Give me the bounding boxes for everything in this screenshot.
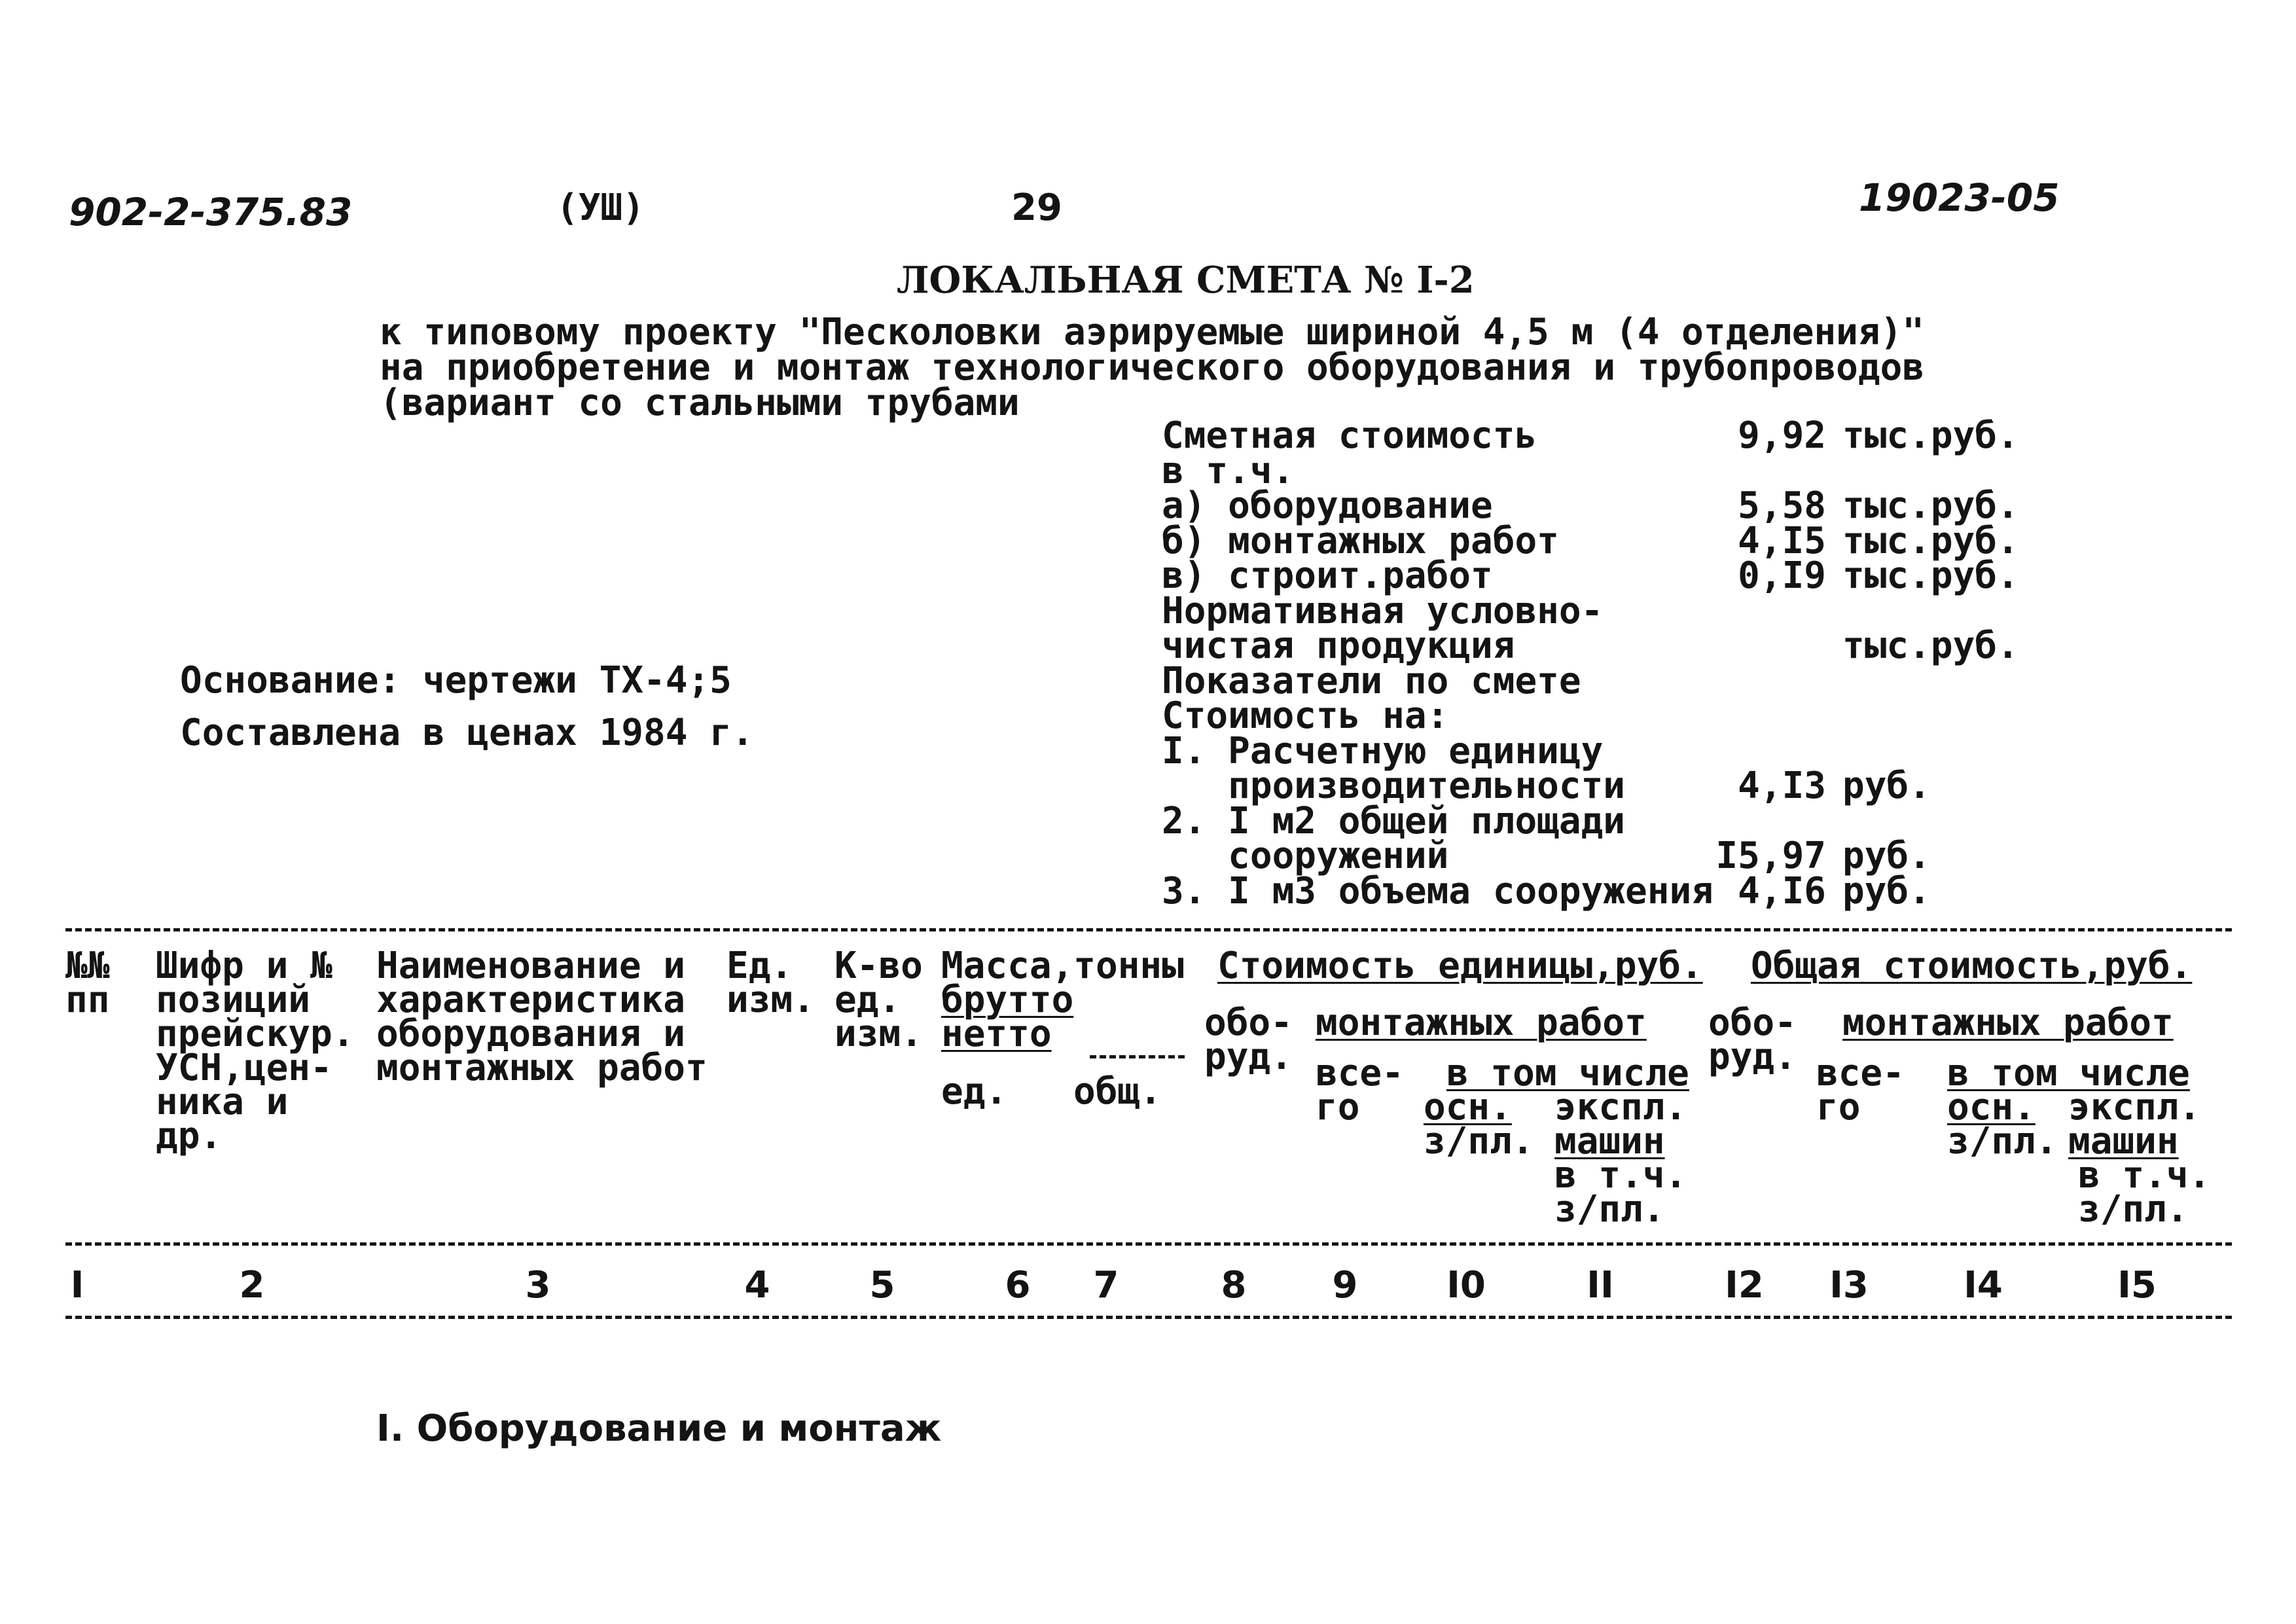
table-mid-rule xyxy=(65,1242,2232,1246)
col-qty-line-2: ед. xyxy=(834,979,901,1021)
mass-brutto: брутто xyxy=(941,979,1074,1021)
unit-machines-1: экспл. xyxy=(1554,1086,1687,1128)
column-number: I5 xyxy=(2117,1264,2157,1307)
col-name-line-3: оборудования и xyxy=(376,1013,686,1055)
summary-value: 4,I6 xyxy=(1738,870,1826,912)
column-number: 8 xyxy=(1221,1264,1247,1307)
table-top-rule xyxy=(65,928,2232,931)
column-number: 9 xyxy=(1332,1264,1358,1307)
summary-label: а) оборудование xyxy=(1162,484,1493,527)
total-equip-line-1: обо- xyxy=(1708,1001,1797,1044)
total-base-pay-1: осн. xyxy=(1947,1086,2036,1128)
total-all-line-2: го xyxy=(1816,1086,1861,1128)
column-number: I2 xyxy=(1725,1264,1764,1307)
summary-unit: руб. xyxy=(1842,765,1931,807)
summary-label: производительности xyxy=(1162,765,1626,807)
summary-value: 4,I3 xyxy=(1738,765,1826,807)
mass-title: Масса,тонны xyxy=(941,945,1184,987)
col-code-line-3: прейскур. xyxy=(156,1013,355,1055)
total-equip-line-2: руд. xyxy=(1708,1036,1797,1078)
total-base-pay-2: з/пл. xyxy=(1947,1120,2058,1163)
section-title: I. Оборудование и монтаж xyxy=(376,1407,942,1450)
column-number: 3 xyxy=(525,1264,551,1307)
summary-label: в т.ч. xyxy=(1162,450,1295,492)
summary-unit: тыс.руб. xyxy=(1842,414,2019,457)
unit-base-pay-2: з/пл. xyxy=(1424,1120,1534,1163)
total-cost-title: Общая стоимость,руб. xyxy=(1751,945,2193,987)
col-unit-line-1: Ед. xyxy=(726,945,793,987)
column-number: I0 xyxy=(1446,1264,1486,1307)
total-machines-incl-1: в т.ч. xyxy=(2078,1154,2211,1197)
intro-line-3: (вариант со стальными трубами xyxy=(380,382,1020,424)
col-unit-line-2: изм. xyxy=(726,979,815,1021)
summary-value: 0,I9 xyxy=(1738,554,1826,597)
unit-machines-2: машин xyxy=(1554,1120,1665,1163)
summary-value: 4,I5 xyxy=(1738,520,1826,562)
unit-base-pay-1: осн. xyxy=(1424,1086,1512,1128)
summary-label: сооружений xyxy=(1162,835,1449,877)
summary-label: Стоимость на: xyxy=(1162,695,1449,737)
summary-unit: тыс.руб. xyxy=(1842,520,2019,562)
prices-text: Составлена в ценах 1984 г. xyxy=(180,712,754,754)
mass-unit: ед. xyxy=(941,1070,1008,1113)
col-qty-line-1: К-во xyxy=(834,945,923,987)
mass-dash xyxy=(1090,1055,1185,1058)
doc-number: 902-2-375.83 xyxy=(69,190,353,234)
unit-total-line-2: го xyxy=(1316,1086,1360,1128)
column-number: 7 xyxy=(1093,1264,1119,1307)
summary-label: Сметная стоимость xyxy=(1162,414,1537,457)
unit-machines-incl-1: в т.ч. xyxy=(1554,1154,1687,1197)
summary-label: I. Расчетную единицу xyxy=(1162,730,1604,772)
estimate-title: ЛОКАЛЬНАЯ СМЕТА № I-2 xyxy=(897,259,1475,302)
unit-equip-line-1: обо- xyxy=(1204,1001,1293,1044)
summary-value: I5,97 xyxy=(1715,835,1826,877)
column-number: 5 xyxy=(869,1264,895,1307)
col-nn-line-2: пп xyxy=(65,979,110,1021)
col-code-line-4: УСН,цен- xyxy=(156,1047,332,1089)
summary-unit: тыс.руб. xyxy=(1842,554,2019,597)
col-name-line-4: монтажных работ xyxy=(376,1047,708,1089)
unit-equip-line-2: руд. xyxy=(1204,1036,1293,1078)
total-mount-title: монтажных работ xyxy=(1842,1001,2174,1044)
total-all-line-1: все- xyxy=(1816,1052,1905,1094)
summary-unit: тыс.руб. xyxy=(1842,624,2019,667)
summary-label: в) строит.работ xyxy=(1162,554,1493,597)
column-number: I4 xyxy=(1964,1264,2003,1307)
summary-label: 2. I м2 общей площади xyxy=(1162,800,1626,842)
archive-code: 19023-05 xyxy=(1859,175,2060,220)
volume-label: (УШ) xyxy=(556,187,645,229)
column-number: 4 xyxy=(744,1264,770,1307)
total-incl: в том числе xyxy=(1947,1052,2190,1094)
column-number: 2 xyxy=(239,1264,265,1307)
intro-line-2: на приобретение и монтаж технологического оборудования и трубопроводов xyxy=(380,346,1925,389)
col-code-line-6: др. xyxy=(156,1115,223,1157)
intro-line-1: к типовому проекту "Песколовки аэрируемые шириной 4,5 м (4 отделения)" xyxy=(380,311,1925,353)
mass-total: общ. xyxy=(1073,1070,1162,1113)
summary-unit: тыс.руб. xyxy=(1842,484,2019,527)
col-code-line-1: Шифр и № xyxy=(156,945,332,987)
total-machines-2: машин xyxy=(2068,1120,2179,1163)
unit-mount-title: монтажных работ xyxy=(1316,1001,1647,1044)
col-name-line-2: характеристика xyxy=(376,979,686,1021)
summary-unit: руб. xyxy=(1842,835,1931,877)
summary-unit: руб. xyxy=(1842,870,1931,912)
page-number: 29 xyxy=(1011,187,1062,229)
unit-machines-incl-2: з/пл. xyxy=(1554,1188,1665,1231)
column-number: II xyxy=(1587,1264,1614,1307)
mass-netto: нетто xyxy=(941,1013,1052,1055)
col-name-line-1: Наименование и xyxy=(376,945,686,987)
column-number: 6 xyxy=(1005,1264,1031,1307)
col-qty-line-3: изм. xyxy=(834,1013,923,1055)
summary-label: Показатели по смете xyxy=(1162,660,1581,702)
column-number: I xyxy=(70,1264,84,1307)
summary-value: 9,92 xyxy=(1738,414,1826,457)
col-nn-line-1: №№ xyxy=(65,945,110,987)
col-code-line-2: позиций xyxy=(156,979,311,1021)
column-number: I3 xyxy=(1829,1264,1869,1307)
summary-label: Нормативная условно- xyxy=(1162,590,1604,632)
summary-label: 3. I м3 объема сооружения xyxy=(1162,870,1713,912)
summary-label: б) монтажных работ xyxy=(1162,520,1559,562)
unit-total-line-1: все- xyxy=(1316,1052,1404,1094)
basis-text: Основание: чертежи ТХ-4;5 xyxy=(180,659,732,702)
summary-value: 5,58 xyxy=(1738,484,1826,527)
unit-cost-title: Стоимость единицы,руб. xyxy=(1217,945,1703,987)
total-machines-1: экспл. xyxy=(2068,1086,2201,1128)
summary-label: чистая продукция xyxy=(1162,624,1515,667)
col-code-line-5: ника и xyxy=(156,1081,289,1123)
unit-incl: в том числе xyxy=(1446,1052,1689,1094)
table-bottom-rule xyxy=(65,1316,2232,1319)
total-machines-incl-2: з/пл. xyxy=(2078,1188,2189,1231)
